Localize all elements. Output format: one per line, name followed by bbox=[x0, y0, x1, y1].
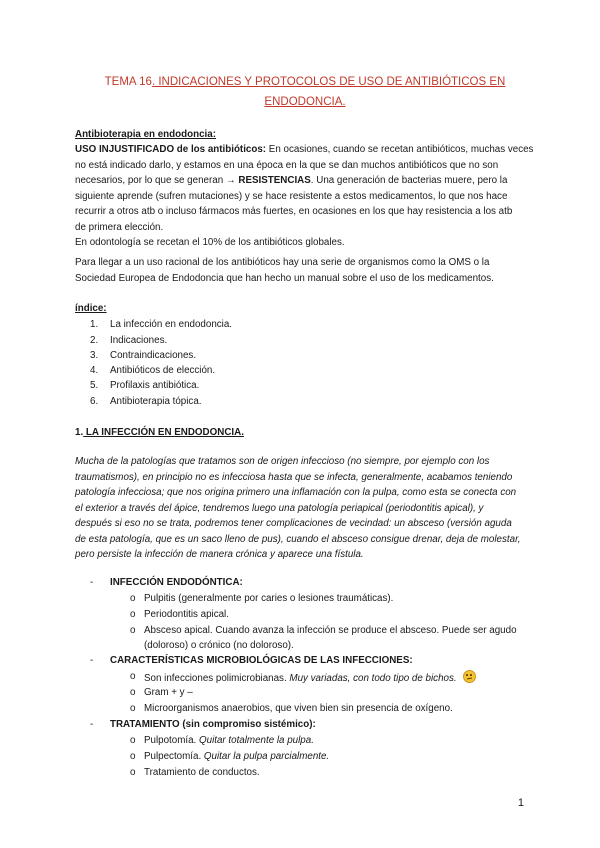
index-num-1: 1. bbox=[90, 319, 99, 330]
bullet-marker: o bbox=[130, 625, 136, 636]
intro-heading: Antibioterapia en endodoncia: bbox=[75, 129, 216, 140]
intro-p3-line2: Sociedad Europea de Endodoncia que han hecho un manual sobre el uso de los medicamentos. bbox=[75, 272, 494, 284]
dash-marker-2: - bbox=[90, 655, 94, 666]
bullet-marker: o bbox=[130, 703, 136, 714]
section1-p-line6: de esta patología, que es un saco lleno de pus), cuando el absceso consigue drenar, deja de molestar, bbox=[75, 533, 521, 545]
caracteristicas-item-3: Microorganismos anaerobios, que viven bien sin presencia de oxígeno. bbox=[144, 703, 453, 714]
caracteristicas-item-1-italic: Muy variadas, con todo tipo de bichos. bbox=[289, 673, 457, 684]
section1-p-line5: después si eso no se trata, podremos tener complicaciones de vecindad: un absceso (versión aguda bbox=[75, 518, 512, 529]
caracteristicas-item-1-text: Son infecciones polimicrobianas. bbox=[144, 673, 290, 684]
tratamiento-label: TRATAMIENTO (sin compromiso sistémico): bbox=[110, 719, 316, 730]
intro-p1-line4: siguiente aprende (sufren mutaciones) y se hace resistente a estos medicamentos, lo que nos hace bbox=[75, 190, 508, 202]
dash-marker-1: - bbox=[90, 577, 94, 588]
intro-p1-line3 bbox=[75, 174, 530, 188]
section1-p-line4: el exterior a través del ápice, tendremos luego una patología periapical (periodontitis apical), y bbox=[75, 502, 484, 514]
section1-p-line2: traumatismos), en principio no es infecciosa hasta que se infecta, generalmente, acabamos teniendo bbox=[75, 471, 513, 483]
title-main: . INDICACIONES Y PROTOCOLOS DE USO DE ANTIBIÓTICOS EN bbox=[151, 76, 506, 88]
intro-p1-text3: necesarios, por lo que se generan → bbox=[75, 175, 239, 186]
index-text-2: Indicaciones. bbox=[110, 335, 168, 346]
intro-p1-line2: no está indicado darlo, y estamos en una época en la que se dan muchos antibióticos que no son bbox=[75, 159, 499, 171]
index-num-3: 3. bbox=[90, 350, 99, 361]
section1-number: 1. bbox=[75, 427, 84, 438]
tratamiento-item-1-text: Pulpotomía. bbox=[144, 735, 200, 746]
intro-p3-line1: Para llegar a un uso racional de los antibióticos hay una serie de organismos como la OMS o la bbox=[75, 257, 490, 268]
index-text-4: Antibióticos de elección. bbox=[110, 365, 216, 376]
index-text-1: La infección en endodoncia. bbox=[110, 319, 233, 330]
caracteristicas-label: CARACTERÍSTICAS MICROBIOLÓGICAS DE LAS INFECCIONES: bbox=[110, 655, 413, 666]
tratamiento-item-1 bbox=[144, 734, 599, 748]
bullet-marker: o bbox=[130, 767, 136, 778]
title-line2: ENDODONCIA. bbox=[264, 96, 346, 108]
tratamiento-item-2-text: Pulpectomía. bbox=[144, 751, 204, 762]
bullet-marker: o bbox=[130, 671, 136, 682]
dash-marker-3: - bbox=[90, 719, 94, 730]
tratamiento-item-3: Tratamiento de conductos. bbox=[144, 767, 260, 778]
index-heading: índice: bbox=[75, 303, 107, 314]
index-text-6: Antibioterapia tópica. bbox=[110, 396, 202, 407]
tratamiento-item-1-italic: Quitar totalmente la pulpa. bbox=[199, 735, 314, 746]
infeccion-item-3-line1: Absceso apical. Cuando avanza la infección se produce el absceso. Puede ser agudo bbox=[144, 625, 517, 636]
intro-p1-line1 bbox=[75, 143, 534, 157]
section1-p-line3: patología infecciosa; que nos origina primero una inflamación con la pulpa, como esta se conecta con bbox=[75, 487, 517, 498]
index-num-2: 2. bbox=[90, 335, 99, 346]
page-number: 1 bbox=[517, 797, 524, 809]
intro-p1-line5: recurrir a otros atb o incluso fármacos más fuertes, en ocasiones en los que hay resistencia a los atb bbox=[75, 206, 513, 217]
intro-p1-line6: de primera elección. bbox=[75, 221, 164, 233]
bullet-marker: o bbox=[130, 593, 136, 604]
section1-p-line7: pero persiste la infección de manera crónica y aparece una fístula. bbox=[75, 549, 364, 560]
index-text-3: Contraindicaciones. bbox=[110, 350, 197, 361]
bullet-marker: o bbox=[130, 735, 136, 746]
caracteristicas-item-1 bbox=[144, 670, 599, 686]
infeccion-label: INFECCIÓN ENDODÓNTICA: bbox=[110, 577, 243, 588]
document-title bbox=[70, 72, 540, 112]
section1-heading-text: LA INFECCIÓN EN ENDODONCIA. bbox=[83, 427, 244, 438]
resistencias-term: RESISTENCIAS bbox=[238, 175, 311, 186]
index-num-4: 4. bbox=[90, 365, 99, 376]
section1-heading bbox=[75, 426, 530, 440]
title-prefix: TEMA 16 bbox=[104, 76, 152, 88]
caracteristicas-item-2: Gram + y – bbox=[144, 687, 193, 698]
intro-p2: En odontología se recetan el 10% de los antibióticos globales. bbox=[75, 237, 345, 248]
infeccion-item-3-line2: (doloroso) o crónico (no doloroso). bbox=[144, 640, 294, 651]
infeccion-item-2: Periodontitis apical. bbox=[144, 609, 229, 620]
index-num-5: 5. bbox=[90, 380, 99, 391]
intro-p1-text3-end: . Una generación de bacterias muere, pero la bbox=[310, 175, 508, 186]
tratamiento-item-2-italic: Quitar la pulpa parcialmente. bbox=[203, 751, 330, 762]
infeccion-item-1: Pulpitis (generalmente por caries o lesiones traumáticas). bbox=[144, 593, 394, 604]
index-text-5: Profilaxis antibiótica. bbox=[110, 380, 200, 391]
intro-lead-bold: USO INJUSTIFICADO de los antibióticos: bbox=[75, 144, 267, 155]
bullet-marker: o bbox=[130, 609, 136, 620]
intro-p1-text1: En ocasiones, cuando se recetan antibióticos, muchas veces bbox=[266, 144, 534, 155]
confused-emoji-icon bbox=[463, 670, 476, 683]
tratamiento-item-2 bbox=[144, 750, 599, 764]
index-num-6: 6. bbox=[90, 396, 99, 407]
section1-p-line1: Mucha de la patologías que tratamos son de origen infeccioso (no siempre, por ejemplo con los bbox=[75, 456, 490, 467]
bullet-marker: o bbox=[130, 687, 136, 698]
bullet-marker: o bbox=[130, 751, 136, 762]
